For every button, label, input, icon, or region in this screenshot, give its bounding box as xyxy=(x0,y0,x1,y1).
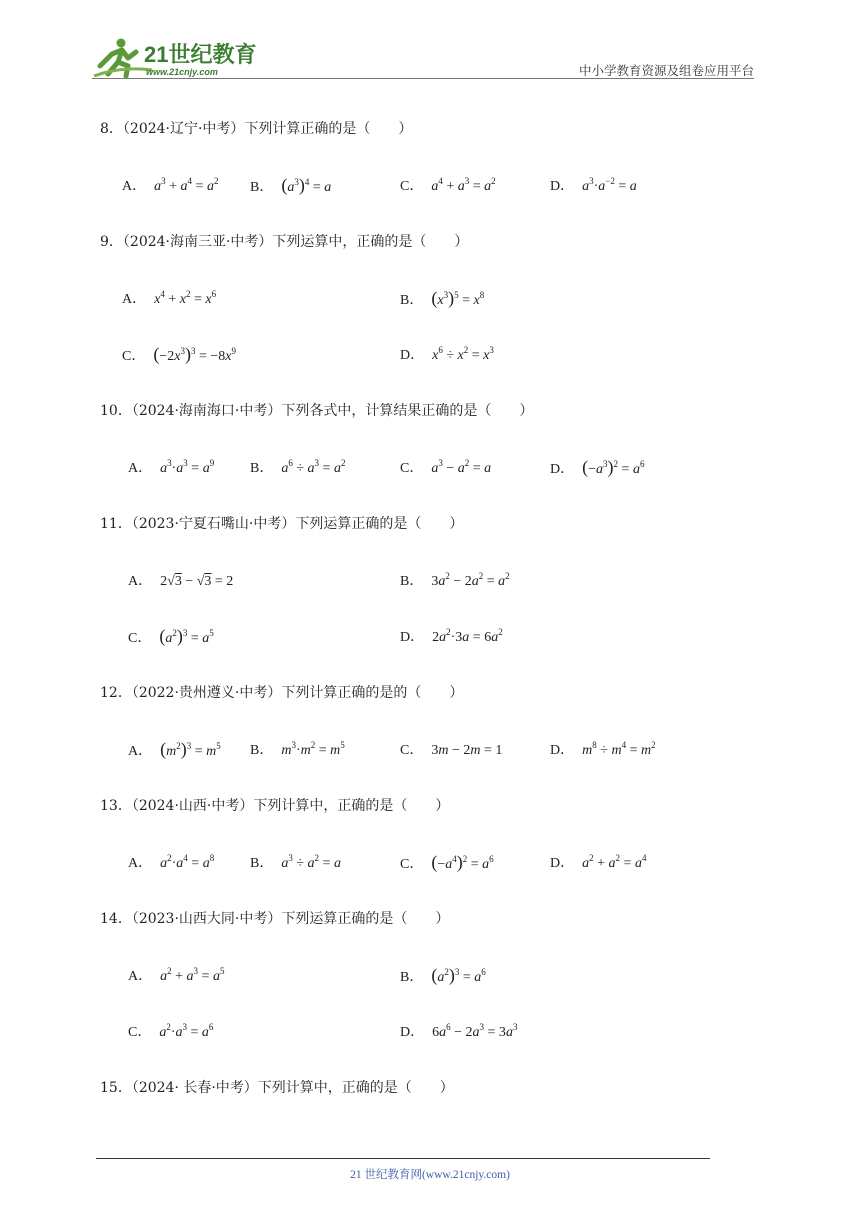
q12-option-c: C． 3m − 2m = 1 xyxy=(400,743,503,758)
question-15-stem: 15．（2024· 长春·中考）下列计算中，正确的是（ ） xyxy=(100,1080,454,1096)
q10-option-c: C． $a^3 - a^2 = a$ xyxy=(400,458,492,476)
q9-option-d: D． $x^6 \div x^2 = x^3$ xyxy=(400,345,494,363)
q11-option-a: A． 2√3 − √3 = 2 xyxy=(128,574,234,589)
q9-option-a: A． $x^4 + x^2 = x^6$ xyxy=(122,289,217,307)
math-expression: $(a^2)^3 = a^5$ xyxy=(159,626,214,646)
q11-option-b: B． $3a^2 - 2a^2 = a^2$ xyxy=(400,571,510,589)
q12-option-b: B． $m^3\cdot m^2 = m^5$ xyxy=(250,740,345,758)
q14-option-a: A． $a^2 + a^3 = a^5$ xyxy=(128,966,225,984)
q9-option-b: B． $(x^3)^5 = x^8$ xyxy=(400,288,485,308)
math-expression: $a^3 \div a^2 = a$ xyxy=(281,853,341,871)
svg-text:21世纪教育: 21世纪教育 xyxy=(144,42,257,67)
question-12-stem: 12．（2022·贵州遵义·中考）下列计算正确的是的（ ） xyxy=(100,685,464,701)
q13-option-b: B． $a^3 \div a^2 = a$ xyxy=(250,853,341,871)
footer-divider xyxy=(96,1158,710,1159)
math-expression: $(a^3)^4 = a$ xyxy=(281,175,332,195)
q12-option-d: D． $m^8 \div m^4 = m^2$ xyxy=(550,740,656,758)
math-expression: $(-2x^3)^3 = -8x^9$ xyxy=(153,344,236,364)
q8-option-b: B． $(a^3)^4 = a$ xyxy=(250,175,332,195)
q13-option-c: C． $(-a^4)^2 = a^6$ xyxy=(400,852,494,872)
question-9-stem: 9．（2024·海南三亚·中考）下列运算中，正确的是（ ） xyxy=(100,234,469,250)
math-expression: $a^2\cdot a^3 = a^6$ xyxy=(159,1022,214,1040)
math-expression: $(m^2)^3 = m^5$ xyxy=(160,739,221,759)
q10-option-b: B． $a^6 \div a^3 = a^2$ xyxy=(250,458,346,476)
q13-option-a: A． $a^2\cdot a^4 = a^8$ xyxy=(128,853,215,871)
q8-option-d: D． $a^3\cdot a^{-2} = a$ xyxy=(550,176,637,194)
q14-option-d: D． $6a^6 - 2a^3 = 3a^3$ xyxy=(400,1022,518,1040)
svg-text:www.21cnjy.com: www.21cnjy.com xyxy=(146,67,218,77)
page-header xyxy=(0,0,860,90)
q13-option-d: D． $a^2 + a^2 = a^4$ xyxy=(550,853,647,871)
q14-option-c: C． $a^2\cdot a^3 = a^6$ xyxy=(128,1022,214,1040)
math-expression: $a^6 \div a^3 = a^2$ xyxy=(281,458,346,476)
math-expression: 2√3 − √3 = 2 xyxy=(160,574,234,589)
math-expression: $x^4 + x^2 = x^6$ xyxy=(154,289,217,307)
math-expression: $(-a^3)^2 = a^6$ xyxy=(582,457,645,477)
footer-link[interactable]: 21 世纪教育网(www.21cnjy.com) xyxy=(350,1169,510,1181)
math-expression: $a^4 + a^3 = a^2$ xyxy=(431,176,496,194)
math-expression: $a^2 + a^2 = a^4$ xyxy=(582,853,647,871)
q9-option-c: C． $(-2x^3)^3 = -8x^9$ xyxy=(122,344,236,364)
q8-option-a: A． $a^3 + a^4 = a^2$ xyxy=(122,176,219,194)
math-expression: $2a^2\cdot 3a = 6a^2$ xyxy=(432,627,503,645)
q8-option-c: C． $a^4 + a^3 = a^2$ xyxy=(400,176,496,194)
question-14-stem: 14．（2023·山西大同·中考）下列运算正确的是（ ） xyxy=(100,911,450,927)
q11-option-c: C． $(a^2)^3 = a^5$ xyxy=(128,626,214,646)
q14-option-b: B． $(a^2)^3 = a^6$ xyxy=(400,965,486,985)
q10-option-a: A． $a^3\cdot a^3 = a^9$ xyxy=(128,458,215,476)
math-expression: $m^3\cdot m^2 = m^5$ xyxy=(281,740,345,758)
math-expression: $a^3 + a^4 = a^2$ xyxy=(154,176,219,194)
math-expression: $a^2 + a^3 = a^5$ xyxy=(160,966,225,984)
math-expression: $a^3\cdot a^3 = a^9$ xyxy=(160,458,215,476)
math-expression: $6a^6 - 2a^3 = 3a^3$ xyxy=(432,1022,518,1040)
header-divider xyxy=(92,78,754,79)
math-expression: 3m − 2m = 1 xyxy=(431,743,503,758)
math-expression: $x^6 \div x^2 = x^3$ xyxy=(432,345,494,363)
q10-option-d: D． $(-a^3)^2 = a^6$ xyxy=(550,457,645,477)
math-expression: $3a^2 - 2a^2 = a^2$ xyxy=(431,571,510,589)
site-logo xyxy=(92,36,262,80)
math-expression: $(-a^4)^2 = a^6$ xyxy=(431,852,494,872)
q12-option-a: A． $(m^2)^3 = m^5$ xyxy=(128,739,221,759)
header-platform-text: 中小学教育资源及组卷应用平台 xyxy=(578,63,754,78)
math-expression: $a^2\cdot a^4 = a^8$ xyxy=(160,853,215,871)
question-8-stem: 8．（2024·辽宁·中考）下列计算正确的是（ ） xyxy=(100,121,413,137)
q11-option-d: D． $2a^2\cdot 3a = 6a^2$ xyxy=(400,627,503,645)
math-expression: $m^8 \div m^4 = m^2$ xyxy=(582,740,656,758)
math-expression: $a^3 - a^2 = a$ xyxy=(431,458,492,476)
question-13-stem: 13．（2024·山西·中考）下列计算中，正确的是（ ） xyxy=(100,798,450,814)
math-expression: $(a^2)^3 = a^6$ xyxy=(431,965,486,985)
question-10-stem: 10．（2024·海南海口·中考）下列各式中，计算结果正确的是（ ） xyxy=(100,403,534,419)
question-11-stem: 11．（2023·宁夏石嘴山·中考）下列运算正确的是（ ） xyxy=(100,516,464,532)
math-expression: $(x^3)^5 = x^8$ xyxy=(431,288,485,308)
math-expression: $a^3\cdot a^{-2} = a$ xyxy=(582,176,637,194)
